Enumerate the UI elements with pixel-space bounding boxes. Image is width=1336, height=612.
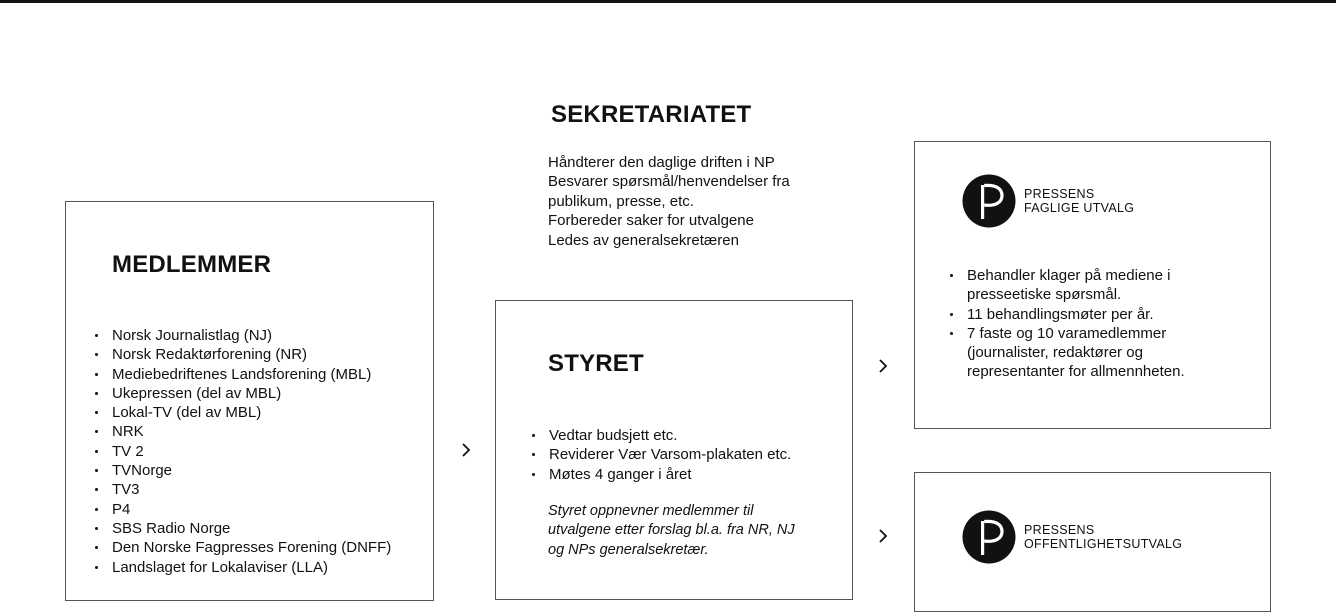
logo-line: PRESSENS bbox=[1024, 187, 1095, 201]
list-item: Vedtar budsjett etc. bbox=[531, 426, 841, 445]
logo-line: FAGLIGE UTVALG bbox=[1024, 201, 1135, 215]
list-item: 7 faste og 10 varamedlemmer (journalister, redaktører og representanter for allmennheten. bbox=[949, 324, 1229, 382]
board-list bbox=[531, 426, 841, 484]
secretariat-title: SEKRETARIATET bbox=[551, 101, 752, 128]
list-item: TVNorge bbox=[94, 461, 424, 480]
list-item: Ukepressen (del av MBL) bbox=[94, 384, 424, 403]
list-item: Norsk Redaktørforening (NR) bbox=[94, 345, 424, 364]
list-item: Landslaget for Lokalaviser (LLA) bbox=[94, 558, 424, 577]
board-note-line: utvalgene etter forslag bl.a. fra NR, NJ bbox=[548, 522, 795, 539]
secretariat-line: Håndterer den daglige driften i NP bbox=[548, 154, 775, 171]
pfu-logo-text bbox=[1024, 187, 1134, 215]
list-item: Reviderer Vær Varsom-plakaten etc. bbox=[531, 445, 841, 464]
list-item: Behandler klager på mediene i presseetiske spørsmål. bbox=[949, 266, 1229, 305]
board-note-line: og NPs generalsekretær. bbox=[548, 541, 709, 558]
chevron-right-icon bbox=[877, 357, 889, 375]
pfu-logo bbox=[962, 174, 1134, 228]
secretariat-line: publikum, presse, etc. bbox=[548, 192, 694, 210]
list-item: P4 bbox=[94, 500, 424, 519]
members-box bbox=[65, 201, 434, 601]
list-item: 11 behandlingsmøter per år. bbox=[949, 305, 1229, 324]
board-box bbox=[495, 300, 853, 600]
list-item: Den Norske Fagpresses Forening (DNFF) bbox=[94, 538, 424, 557]
board-note-line: Styret oppnevner medlemmer til bbox=[548, 503, 754, 519]
pfu-list bbox=[949, 266, 1229, 382]
secretariat-line: Ledes av generalsekretæren bbox=[548, 231, 739, 249]
list-item: TV3 bbox=[94, 480, 424, 499]
list-item: Lokal-TV (del av MBL) bbox=[94, 403, 424, 422]
chevron-right-icon bbox=[460, 441, 472, 459]
members-list bbox=[94, 326, 424, 577]
pou-box bbox=[914, 472, 1271, 612]
logo-line: PRESSENS bbox=[1024, 523, 1095, 537]
chevron-right-icon bbox=[877, 527, 889, 545]
secretariat-line: Forbereder saker for utvalgene bbox=[548, 212, 754, 230]
members-title: MEDLEMMER bbox=[112, 251, 272, 278]
list-item: Mediebedriftenes Landsforening (MBL) bbox=[94, 365, 424, 384]
pou-logo bbox=[962, 510, 1182, 564]
list-item: Møtes 4 ganger i året bbox=[531, 465, 841, 484]
secretariat-lines bbox=[548, 153, 790, 250]
pressens-p-logo-icon bbox=[962, 510, 1016, 564]
top-border bbox=[0, 0, 1336, 3]
pressens-p-logo-icon bbox=[962, 174, 1016, 228]
list-item: TV 2 bbox=[94, 442, 424, 461]
board-title: STYRET bbox=[548, 350, 644, 377]
list-item: Norsk Journalistlag (NJ) bbox=[94, 326, 424, 345]
list-item: SBS Radio Norge bbox=[94, 519, 424, 538]
pou-logo-text bbox=[1024, 523, 1182, 551]
secretariat-line: Besvarer spørsmål/henvendelser fra bbox=[548, 173, 790, 191]
logo-line: OFFENTLIGHETSUTVALG bbox=[1024, 537, 1183, 551]
board-note bbox=[548, 502, 838, 560]
list-item: NRK bbox=[94, 422, 424, 441]
pfu-box bbox=[914, 141, 1271, 429]
